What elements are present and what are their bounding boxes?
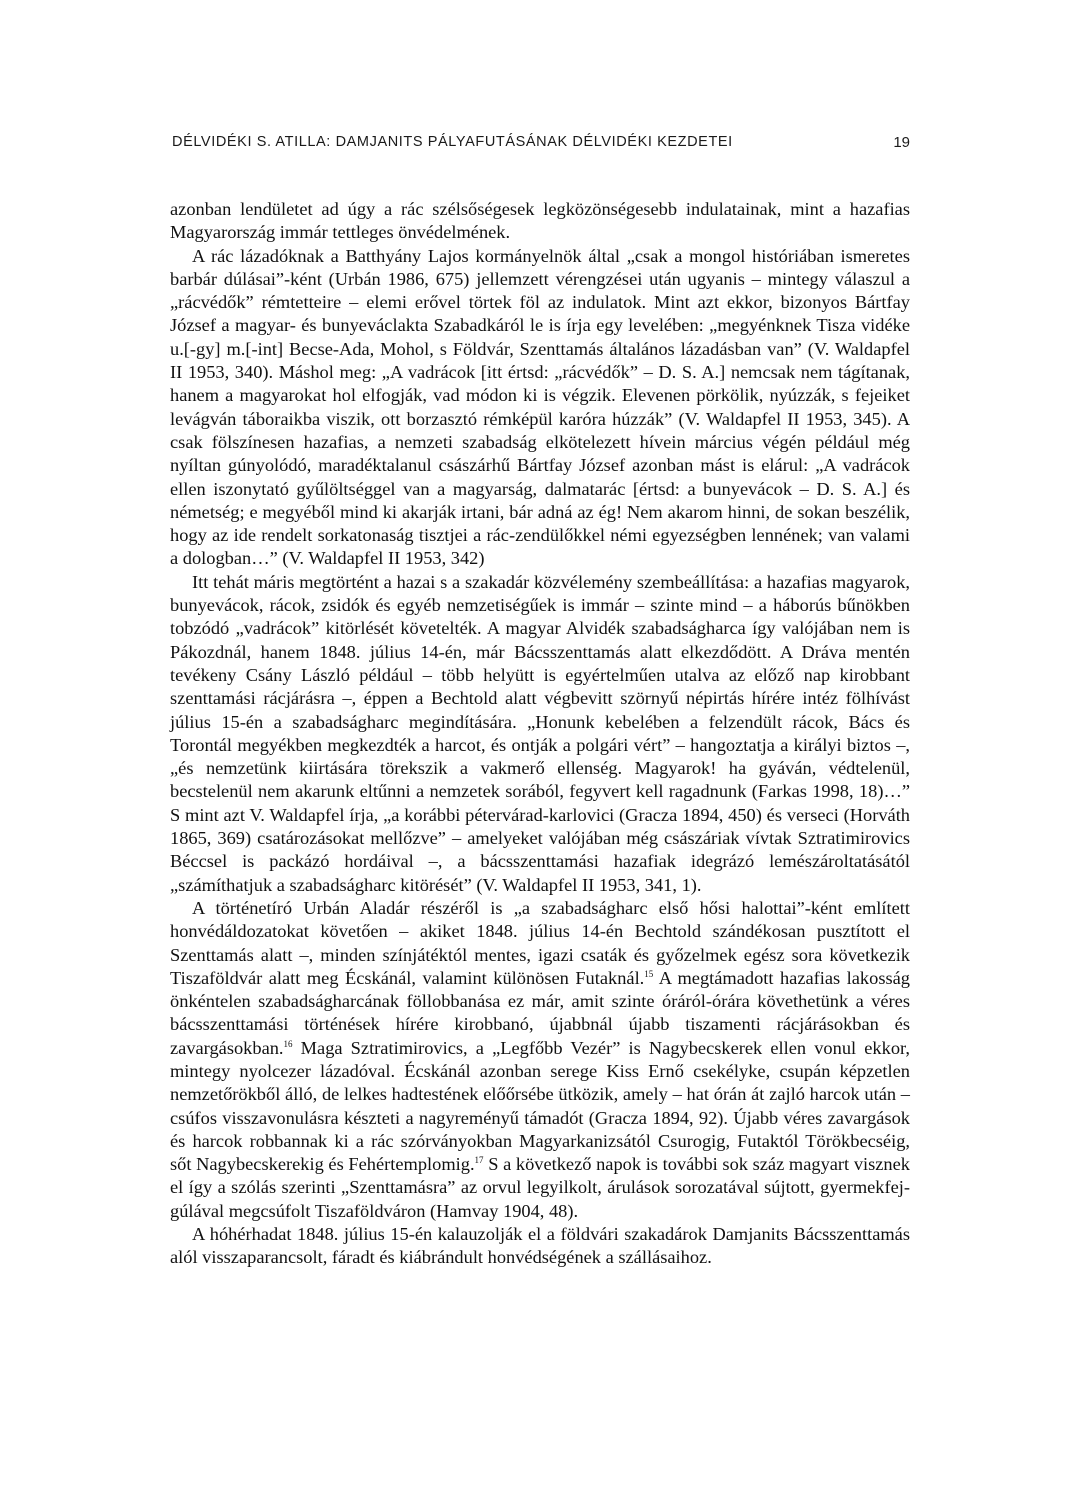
running-title: DÉLVIDÉKI S. ATILLA: DAMJANITS PÁLYAFUTÁSÁNAK DÉLVIDÉKI KEZDETEI (172, 134, 733, 150)
footnote-ref-16[interactable]: 16 (283, 1038, 293, 1049)
body-text (170, 198, 910, 1270)
paragraph-4-part-c: Maga Sztratimirovics, a „Legfőbb Vezér” is Nagybecskerek ellen vonul ekkor, mintegy nyolcezer lázadóval. Écskánál azonban serege Kiss Ernő csekélyke, csupán képzetlen nemzetőrökből álló, de lelkes hadtestének előőrsébe ütközik, amely – hat órán át zajló harcok után – csúfos visszavonulásra készteti a nagyreményű támadót (Gracza 1894, 92). Újabb véres zavargások és harcok robbannak ki a rác szórványokban Magyarkanizsától Csurogig, Futaktól Törökbecséig, sőt Nagybecskerekig és Fehértemplomig. (170, 1037, 910, 1175)
paragraph-4-part-a: A történetíró Urbán Aladár részéről is „a szabadságharc első hősi halottai”-ként említett honvédáldozatokat követően – akiket 1848. július 14-én Bechtold szándékosan pusztított el Szenttamás alatt –, minden színjátéktól mentes, igazi csaták és győzelmek egész sora következik Tiszaföldvár alatt meg Écskánál, valamint különösen Futaknál. (170, 897, 910, 988)
paragraph-1: azonban lendületet ad úgy a rác szélsőségesek legközönségesebb indulatainak, mint a hazafias Magyarország immár tettleges önvédelmének. (170, 199, 910, 243)
paragraph-4 (170, 897, 910, 1223)
paragraph-5: A hóhérhadat 1848. július 15-én kalauzolják el a földvári szakadárok Damjanits Bácsszenttamás alól visszaparancsolt, fáradt és kiábrándult honvédségének a szállásaihoz. (170, 1224, 910, 1268)
footnote-ref-15[interactable]: 15 (644, 968, 654, 979)
paragraph-3: Itt tehát máris megtörtént a hazai s a szakadár közvélemény szembeállítása: a hazafias magyarok, bunyevácok, rácok, zsidók és egyéb nemzetiségűek is immár – szinte mind – a háborús bűnökben tobzódó „vadrácok” kitörlését követelték. A magyar Alvidék szabadságharca így valójában nem is Pákozdnál, hanem 1848. július 14-én, már Bácsszenttamás alatt elkezdődött. A Dráva mentén tevékeny Csány László például – több helyütt is egyértelműen utalva az előző nap kirobbant szenttamási rácjárásra –, éppen a Bechtold alatt végbevitt szörnyű népirtás hírére intéz fölhívást július 15-én a szabadságharc megindítására. „Honunk kebelében a felzendült rácok, Bács és Torontál megyékben megkezdték a harcot, és ontják a polgári vért” – hangoztatja a királyi biztos –, „és nemzetünk kiirtására törekszik a vakmerő ellenség. Magyarok! ha gyáván, védtelenül, becstelenül nem akarunk eltűnni a nemzetek sorából, fegyvert kell ragadnunk (Farkas 1998, 18)…” S mint azt V. Waldapfel írja, „a korábbi pétervárad-karlovici (Gracza 1894, 450) és verseci (Horváth 1865, 369) csatározásokat mellőzve” – amelyeket valójában még császáriak vívtak Sztratimirovics Béccsel is packázó hordáival –, a bácsszenttamási hazafiak idegrázó lemészároltatásától „számíthatjuk a szabadságharc kitörését” (V. Waldapfel II 1953, 341, 1). (170, 571, 910, 895)
paragraph-4-part-b: A megtámadott hazafias lakosság önkéntelen szabadságharcának föllobbanása ez már, amit szinte óráról-órára követhetünk a véres bácsszenttamási történések hírére kirobbanó, újabbnál újabb tiszamenti rácjárásokban és zavargásokban. (170, 967, 910, 1058)
page-number: 19 (893, 134, 910, 151)
footnote-ref-17[interactable]: 17 (474, 1155, 484, 1166)
paragraph-4-part-d: S a következő napok is további sok száz magyart visznek el így a szólás szerinti „Szenttamásra” az orvul legyilkolt, árulások sorozatával sújtott, gyermekfej-gúlával megcsúfolt Tiszaföldváron (Hamvay 1904, 48). (170, 1154, 910, 1221)
paragraph-2: A rác lázadóknak a Batthyány Lajos kormányelnök által „csak a mongol históriában ismeretes barbár dúlásai”-ként (Urbán 1986, 675) jellemzett vérengzései után ugyanis – mintegy válaszul a „rácvédők” rémtetteire – elemi erővel törtek föl az indulatok. Mint azt ekkor, bizonyos Bártfay József a magyar- és bunyeváclakta Szabadkáról le is írja egy levelében: „megyénknek Tisza vidéke u.[-gy] m.[-int] Becse-Ada, Mohol, s Földvár, Szenttamás általános lázadásban van” (V. Waldapfel II 1953, 340). Máshol meg: „A vadrácok [itt értsd: „rácvédők” – D. S. A.] nemcsak nem tágítanak, hanem a magyarokat hol elfogják, vad módon ki is végzik. Elevenen pörkölik, nyúzzák, s fejeiket levágván táboraikba viszik, ott borzasztó rémképül karóra húzzák” (V. Waldapfel II 1953, 345). A csak fölszínesen hazafias, a nemzeti szabadság elkötelezett hívein március végén például még nyíltan gúnyolódó, maradéktalanul császárhű Bártfay József azonban mást is elárul: „A vadrácok ellen iszonytató gyűlöltséggel van a magyarság, dalmatarác [értsd: a bunyevácok – D. S. A.] és németség; e megyéből mind ki akarják irtani, bár adná az ég! Nem akarom hinni, de sokan beszélik, hogy az ide rendelt sorkatonaság tisztjei a rác-zendülőkkel némi egyezségben lennének; van valami a dologban…” (V. Waldapfel II 1953, 342) (170, 245, 910, 569)
